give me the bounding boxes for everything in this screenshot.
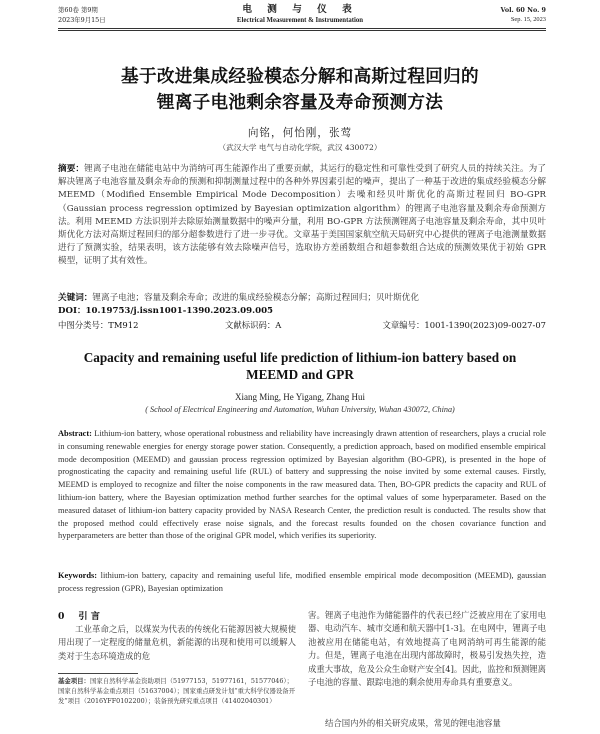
abstract-cn-text: 锂离子电池在储能电站中为消纳可再生能源作出了重要贡献，其运行的稳定性和可靠性受到了研究人员的持续关注。为了解决锂离子电池容量及剩余寿命的预测和抑制测量过程中的各种外界因素引起的噪声，提出了一种基于改进的集成经验模态分解 MEEMD（Modified Ensemble Empirical Mode Decomposition）去噪和经贝叶斯优化的高斯过程回归 BO-GPR（Gaussian process regression optimized by Bayesian optimization algorithm）的锂离子电池容量及剩余寿命预测方法。利用 MEEMD 方法识别并去除原始测量数据中的噪声分量，利用 BO-GPR 方法预测锂离子电池容量及剩余寿命，其中贝叶斯优化方法对高斯过程回归的部分超参数进行了进一步寻优。文章基于美国国家航空航天局研究中心提供的锂离子电池测量数据进行了预测实验，结果表明，该方法能够有效去除噪声信号，选取协方差函数组合和超参数组合达成的预测效果优于初始 GPR 模型，证明了其有效性。 bbox=[58, 164, 546, 267]
funding-footnote-text: 国家自然科学基金资助项目（51977153，51977161，51577046）；国家自然科学基金重点项目（51637004）；国家重点研发计划“重大科学仪器设备开发”项目（2016YFF0102200）；装备预先研究重点项目（41402040301） bbox=[58, 677, 296, 705]
journal-volume-en: Vol. 60 No. 9 bbox=[500, 6, 546, 14]
journal-name-en: Electrical Measurement & Instrumentation bbox=[236, 17, 364, 24]
funding-footnote-label: 基金项目： bbox=[58, 677, 90, 685]
abstract-en-text: Lithium-ion battery, whose operational robustness and reliability have increasingly drawn attention of researchers, plays a crucial role in consuming renewable energies for energy storage power station. Consequently, a prediction approach, based on modified ensemble empirical mode decomposition (MEEMD) and gaussian process regression optimized by Bayesian algorithm (BO-GPR), is presented in the hope of prognosticating the capacity and remaining useful life (RUL) of battery and suppressing the noise invited by some external causes. Firstly, MEEMD is employed to recognize and filter the noise components in the raw measured data. Then, BO-GPR predicts the capacity and RUL of lithium-ion battery, where the Bayesian optimization method further searches for the optimal values of some hyperparameter. Based on the measured dataset of lithium-ion battery capacity provided by NASA Research Center, the prediction result is conducted. The results show that the proposed method could effectively erase noise signals, and the forecast results founded on the chosen covariance function and hyperparameters are better than those of the original GPR model, which verifies its superiority. bbox=[58, 429, 546, 541]
journal-date-en: Sep. 15, 2023 bbox=[510, 16, 546, 23]
abstract-cn-label: 摘要： bbox=[58, 164, 85, 174]
keywords-en-label: Keywords: bbox=[58, 571, 98, 580]
intro-right-paragraph-2: 结合国内外的相关研究成果，常见的锂电池容量 bbox=[325, 718, 501, 728]
keywords-en bbox=[58, 570, 546, 596]
keywords-en-text: lithium-ion battery, capacity and remaining useful life, modified ensemble empirical mode decomposition (MEEMD), gaussian process regression (GPR), Bayesian optimization bbox=[58, 571, 547, 593]
abstract-cn bbox=[58, 163, 546, 269]
affiliation-cn: （武汉大学 电气与自动化学院，武汉 430072） bbox=[218, 143, 382, 152]
intro-right-paragraph: 害。锂离子电池作为储能器件的代表已经广泛被应用在了家用电器、电动汽车、城市交通和航天器中[1-3]。在电网中，锂离子电池被应用在储能电站，有效地提高了电网消纳可再生能源的能力。但是，锂离子电池在出现内部故障时，极易引发热失控，造成重大事故，危及公众生命财产安全[4]。因此，监控和预测锂离子电池的容量、跟踪电池的剩余使用寿命具有重要意义。 bbox=[308, 610, 546, 688]
keywords-cn-label: 关键词： bbox=[58, 293, 93, 303]
authors-cn: 向铭，何怡刚，张莺 bbox=[247, 127, 353, 139]
abstract-en-label: Abstract: bbox=[58, 429, 92, 438]
journal-volume-cn: 第60卷 第9期 bbox=[58, 6, 98, 14]
funding-footnote bbox=[58, 676, 296, 706]
doi: DOI：10.19753/j.issn1001-1390.2023.09.005 bbox=[58, 306, 274, 316]
title-cn-line1: 基于改进集成经验模态分解和高斯过程回归的 bbox=[121, 66, 479, 87]
section-number: 0 bbox=[58, 611, 65, 622]
clc-number: 中图分类号：TM912 bbox=[58, 320, 139, 330]
header-rule-thin bbox=[58, 30, 546, 31]
journal-name-cn: 电 测 与 仪 表 bbox=[242, 4, 358, 15]
article-number: 文章编号：1001-1390(2023)09-0027-07 bbox=[382, 320, 546, 330]
affiliation-en: ( School of Electrical Engineering and Automation, Wuhan University, Wuhan 430072, China) bbox=[145, 405, 455, 414]
document-code: 文献标识码：A bbox=[225, 320, 282, 330]
journal-date-cn: 2023年9月15日 bbox=[58, 16, 106, 24]
keywords-cn bbox=[58, 292, 546, 305]
footnote-rule bbox=[58, 673, 138, 674]
section-heading bbox=[58, 608, 100, 622]
abstract-en bbox=[58, 428, 546, 543]
section-title: 引 言 bbox=[78, 611, 100, 622]
intro-left-paragraph: 工业革命之后，以煤炭为代表的传统化石能源因被大规模使用出现了一定程度的储量危机，新能源的出现和使用可以缓解人类对于生态环境造成的危 bbox=[58, 624, 296, 661]
authors-en: Xiang Ming, He Yigang, Zhang Hui bbox=[235, 392, 365, 402]
keywords-cn-text: 锂离子电池；容量及剩余寿命；改进的集成经验模态分解；高斯过程回归；贝叶斯优化 bbox=[92, 293, 419, 303]
title-en-line2: MEEMD and GPR bbox=[246, 367, 354, 382]
title-en-line1: Capacity and remaining useful life prediction of lithium-ion battery based on bbox=[83, 350, 517, 365]
header-rule bbox=[58, 28, 546, 29]
title-cn-line2: 锂离子电池剩余容量及寿命预测方法 bbox=[156, 92, 444, 113]
